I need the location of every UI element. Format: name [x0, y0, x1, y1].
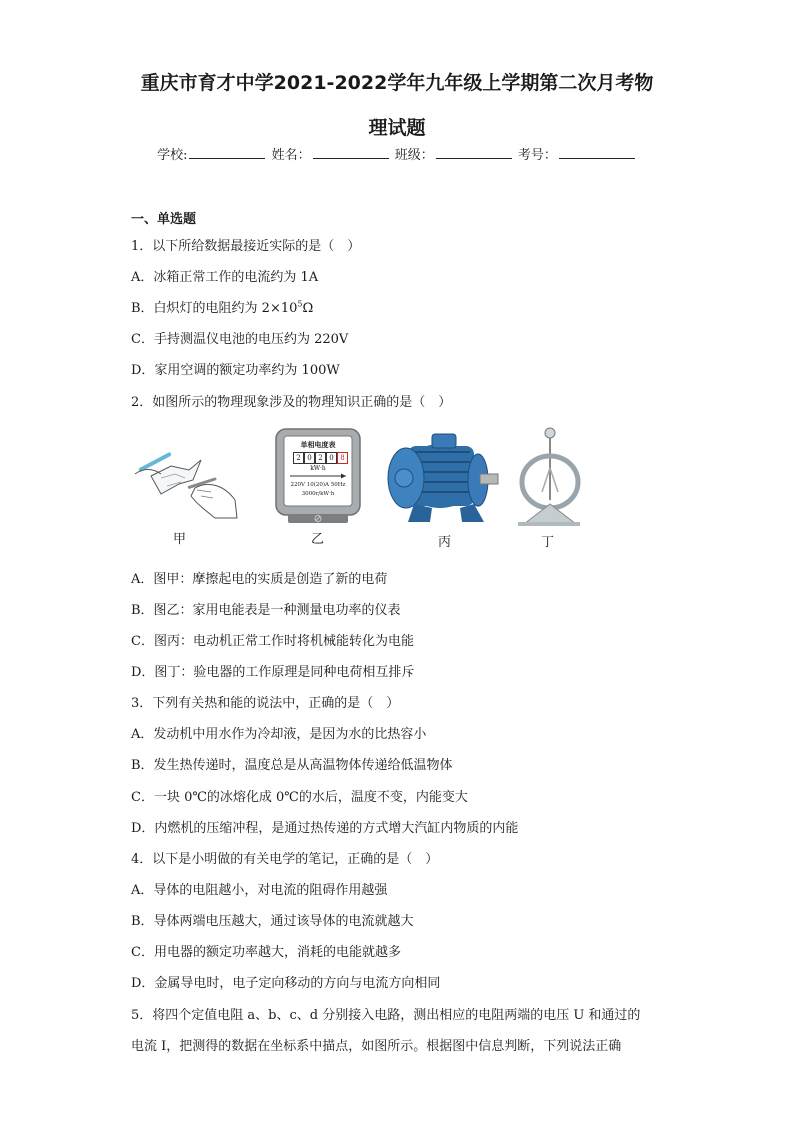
q1-option-a: A．冰箱正常工作的电流约为 1A — [131, 270, 319, 285]
meter-digit: 0 — [326, 452, 337, 464]
q2-option-d: D．图丁：验电器的工作原理是同种电荷相互排斥 — [131, 665, 415, 680]
q3-stem: 3．下列有关热和能的说法中，正确的是（ ） — [131, 696, 400, 711]
q1-option-c: C．手持测温仪电池的电压约为 220V — [131, 332, 349, 347]
q2-stem: 2．如图所示的物理现象涉及的物理知识正确的是（ ） — [131, 395, 452, 410]
meter-rate: 3000r/kW·h — [301, 491, 335, 497]
class-blank[interactable] — [436, 145, 512, 159]
number-label: 考号： — [517, 148, 557, 163]
student-info-line — [0, 144, 794, 163]
meter-digit: 0 — [304, 452, 315, 464]
meter-digit: 2 — [293, 452, 304, 464]
q4-option-b: B．导体两端电压越大，通过该导体的电流就越大 — [131, 914, 414, 929]
class-label: 班级： — [394, 148, 434, 163]
school-blank[interactable] — [189, 145, 265, 159]
q5-stem-line2: 电流 I，把测得的数据在坐标系中描点，如图所示。根据图中信息判断，下列说法正确 — [131, 1039, 622, 1054]
q4-stem: 4．以下是小明做的有关电学的笔记，正确的是（ ） — [131, 852, 439, 867]
q1-b-unit: Ω — [302, 301, 314, 316]
meter-digit-decimal: 8 — [337, 452, 348, 464]
figure-energy-meter — [274, 428, 362, 524]
figure-rubbing — [131, 438, 241, 522]
q3-option-a: A．发动机中用水作为冷却液，是因为水的比热容小 — [131, 727, 427, 742]
q2-option-b: B．图乙：家用电能表是一种测量电功率的仪表 — [131, 603, 401, 618]
q1-b-exponent: 5 — [297, 299, 303, 309]
q1-stem: 1．以下所给数据最接近实际的是（ ） — [131, 239, 361, 254]
school-label: 学校: — [157, 148, 188, 163]
q4-option-c: C．用电器的额定功率越大，消耗的电能就越多 — [131, 945, 401, 960]
meter-digits — [293, 452, 348, 464]
q3-option-b: B．发生热传递时，温度总是从高温物体传递给低温物体 — [131, 758, 453, 773]
page-title-line1: 重庆市育才中学2021-2022学年九年级上学期第二次月考物 — [140, 72, 654, 94]
meter-spec: 220V 10(20)A 50Hz — [290, 482, 346, 488]
caption-bing: 丙 — [438, 535, 452, 550]
q2-option-c: C．图丙：电动机正常工作时将机械能转化为电能 — [131, 634, 414, 649]
meter-unit: kW·h — [310, 465, 326, 472]
figure-electric-motor — [384, 430, 504, 528]
q4-option-d: D．金属导电时，电子定向移动的方向与电流方向相同 — [131, 976, 441, 991]
q5-stem-line1: 5．将四个定值电阻 a、b、c、d 分别接入电路，测出相应的电阻两端的电压 U 和通过的 — [131, 1008, 641, 1023]
q1-b-text: B．白炽灯的电阻约为 2×10 — [131, 301, 298, 316]
q2-option-a: A．图甲：摩擦起电的实质是创造了新的电荷 — [131, 572, 388, 587]
q1-option-b — [131, 297, 313, 316]
page-title-line2: 理试题 — [368, 117, 426, 139]
meter-title: 单相电度表 — [300, 441, 336, 449]
q3-option-d: D．内燃机的压缩冲程，是通过热传递的方式增大汽缸内物质的内能 — [131, 821, 519, 836]
caption-yi: 乙 — [311, 532, 325, 547]
q1-option-d: D．家用空调的额定功率约为 100W — [131, 363, 340, 378]
q4-option-a: A．导体的电阻越小，对电流的阻碍作用越强 — [131, 883, 388, 898]
name-label: 姓名： — [271, 148, 311, 163]
section-heading: 一、单选题 — [131, 212, 197, 227]
q3-option-c: C．一块 0℃的冰熔化成 0℃的水后，温度不变，内能变大 — [131, 790, 468, 805]
meter-digit: 2 — [315, 452, 326, 464]
number-blank[interactable] — [559, 145, 635, 159]
figure-electroscope — [514, 424, 582, 528]
caption-ding: 丁 — [541, 535, 555, 550]
caption-jia: 甲 — [173, 532, 187, 547]
name-blank[interactable] — [313, 145, 389, 159]
